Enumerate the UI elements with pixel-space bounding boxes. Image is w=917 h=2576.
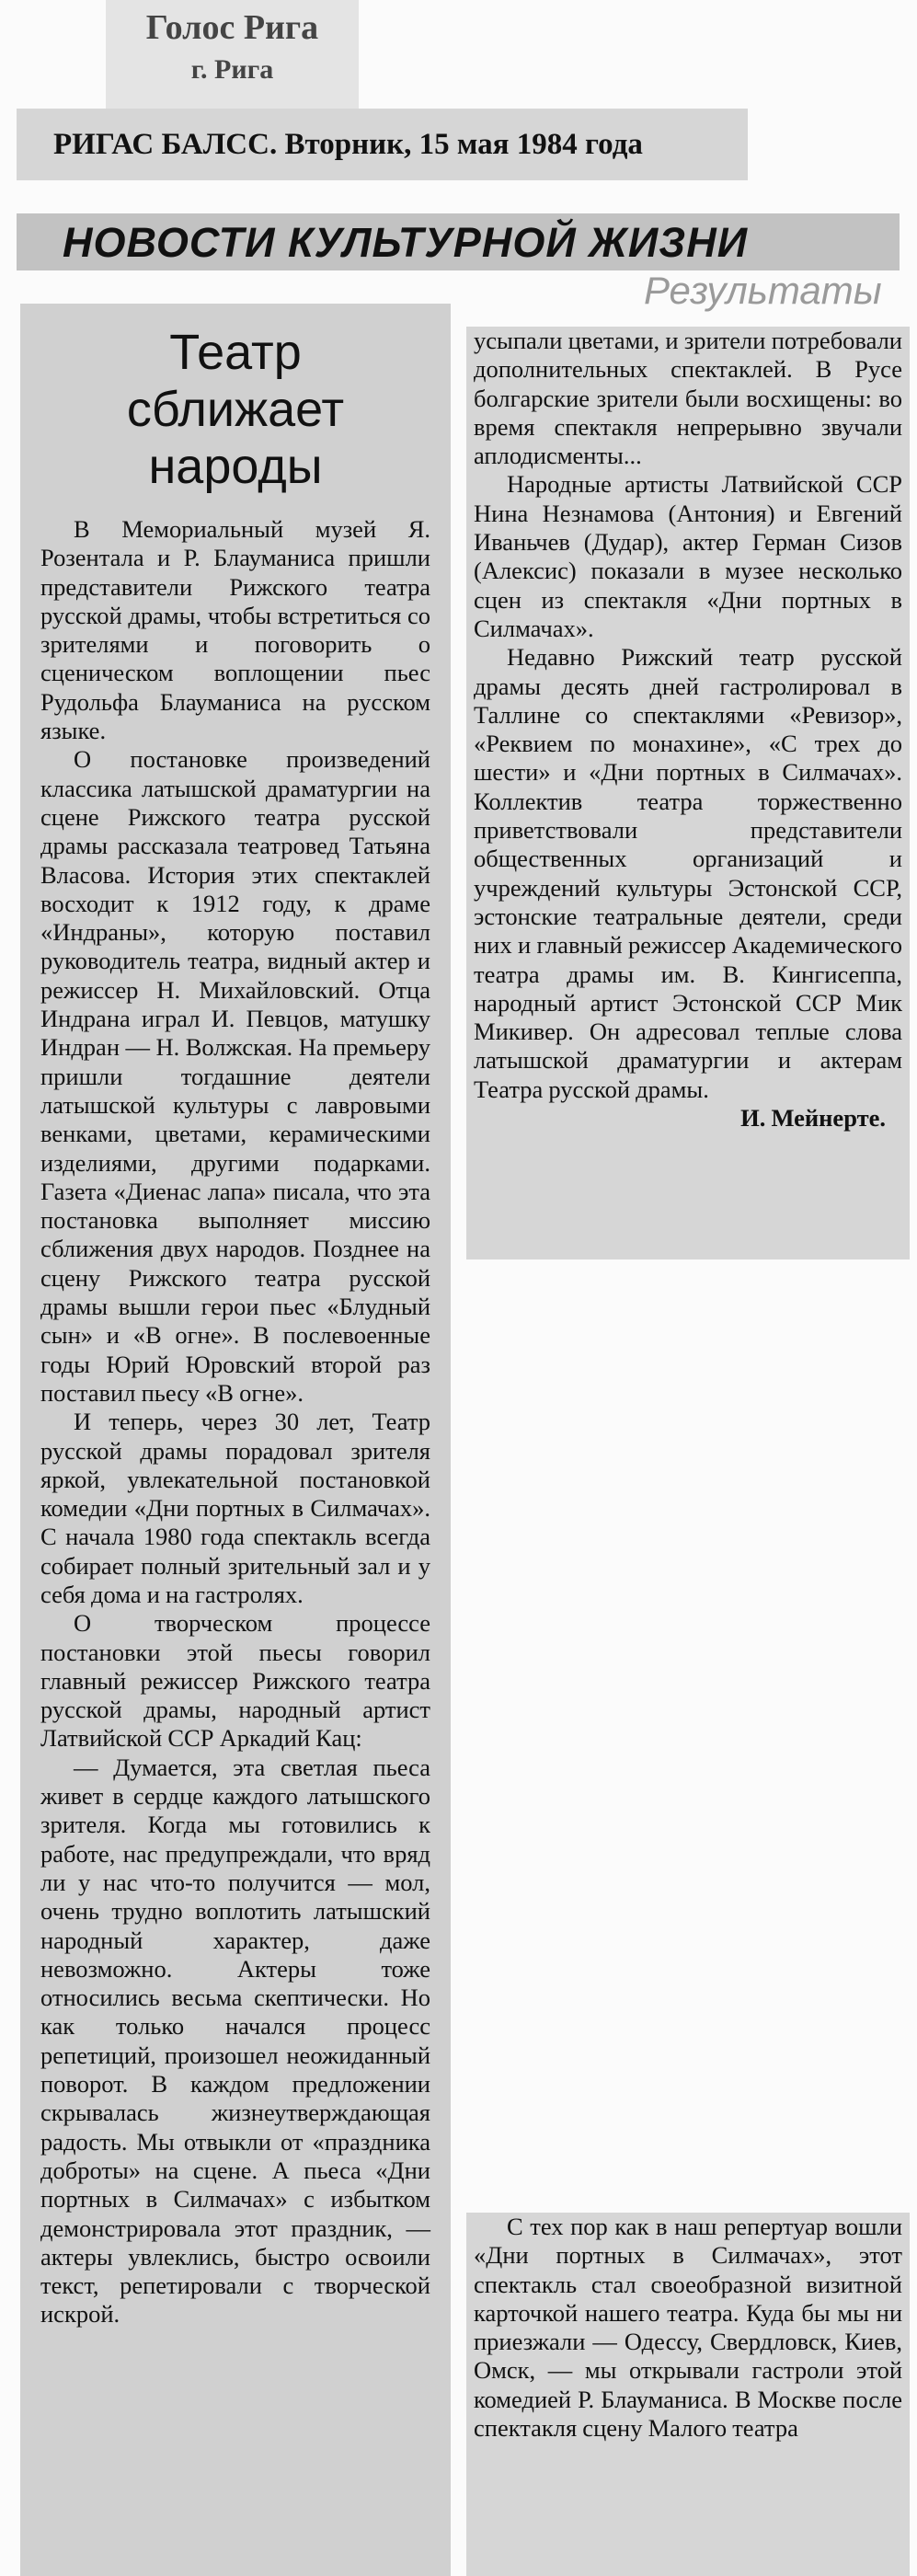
headline-line: сближает <box>126 382 345 437</box>
paragraph: усыпали цветами, и зрители потребовали дополнительных спектаклей. В Русе болгарские зрители были восхищены: во время спектакля непрерывно звучали аплодисменты... <box>474 327 902 470</box>
paragraph: — Думается, эта светлая пьеса живет в сердце каждого латышского зрителя. Когда мы готовились к работе, нас предупреждали, что вряд ли у нас что-то получится — мол, очень трудно воплотить латышский народный характер, даже невозможно. Актеры тоже относились весьма скептически. Но как только начался процесс репетиций, произошел неожиданный поворот. В каждом предложении скрывалась жизнеутверждающая радость. Мы отвыкли от «праздника доброты» на сцене. А пьеса «Дни портных в Силмачах» с избытком демонстрировала этот праздник, — актеры увлеклись, быстро освоили текст, репетировали с творческой искрой. <box>40 1753 430 2329</box>
stamp-newspaper-name: Голос Рига <box>145 8 319 47</box>
headline-line: народы <box>148 439 323 494</box>
paragraph: С тех пор как в наш репертуар вошли «Дни портных в Силмачах», этот спектакль стал своеобразной визитной карточкой нашего театра. Куда бы мы ни приезжали — Одессу, Свердловск, Киев, Омск, — мы открывали гастроли этой комедией Р. Блауманиса. В Москве после спектакля сцену Малого театра <box>474 2213 902 2443</box>
headline-line: Театр <box>169 325 302 380</box>
paragraph: Народные артисты Латвийской ССР Нина Незнамова (Антония) и Евгений Иваньчев (Дудар), актер Герман Сизов (Алексис) показали в музее несколько сцен из спектакля «Дни портных в Силмачах». <box>474 470 902 642</box>
article-column-3 <box>466 2213 910 2576</box>
stamp-city: г. Рига <box>190 54 274 85</box>
headline <box>40 324 430 495</box>
dateline: РИГАС БАЛСС. Вторник, 15 мая 1984 года <box>17 109 748 180</box>
paragraph: О постановке произведений классика латышской драматургии на сцене Рижского театра русской драмы рассказала театровед Татьяна Власова. История этих спектаклей восходит к 1912 году, к драме «Индраны», которую поставил руководитель театра, видный актер и режиссер Н. Михайловский. Отца Индрана играл И. Певцов, матушку Индран — Н. Волжская. На премьеру пришли тогдашние деятели латышской культуры с лавровыми венками, цветами, керамическими изделиями, другими подарками. Газета «Диенас лапа» писала, что эта постановка выполняет миссию сближения двух народов. Позднее на сцену Рижского театра русской драмы вышли герои пьес «Блудный сын» и «В огне». В послевоенные годы Юрий Юровский второй раз поставил пьесу «В огне». <box>40 745 430 1407</box>
paragraph: О творческом процессе постановки этой пьесы говорил главный режиссер Рижского театра русской драмы, народный артист Латвийской ССР Аркадий Кац: <box>40 1609 430 1753</box>
article-column-2 <box>466 327 910 1259</box>
paragraph: Недавно Рижский театр русской драмы десять дней гастролировал в Таллине со спектаклями «Ревизор», «Реквием по монахине», «С трех до шести» и «Дни портных в Силмачах». Коллектив театра торжественно приветствовали представители общественных организаций и учреждений культуры Эстонской ССР, эстонские театральные деятели, среди них и главный режиссер Академического театра драмы им. В. Кингисеппа, народный артист Эстонской ССР Мик Микивер. Он адресовал теплые слова латышской драматургии и актерам Театра русской драмы. <box>474 643 902 1103</box>
article-column-1 <box>20 304 451 2576</box>
rubric-title: НОВОСТИ КУЛЬТУРНОЙ ЖИЗНИ <box>63 219 749 266</box>
bleed-through-text: Результаты <box>644 269 882 312</box>
paragraph: И теперь, через 30 лет, Театр русской драмы порадовал зрителя яркой, увлекательной постановкой комедии «Дни портных в Силмачах». С начала 1980 года спектакль всегда собирает полный зрительный зал и у себя дома и на гастролях. <box>40 1408 430 1608</box>
paragraph: В Мемориальный музей Я. Розентала и Р. Блауманиса пришли представители Рижского театра русской драмы, чтобы встретиться со зрителями и поговорить о сценическом воплощении пьес Рудольфа Блауманиса на русском языке. <box>40 515 430 745</box>
archive-stamp <box>106 0 359 109</box>
author-signature: И. Мейнерте. <box>740 1104 886 1133</box>
